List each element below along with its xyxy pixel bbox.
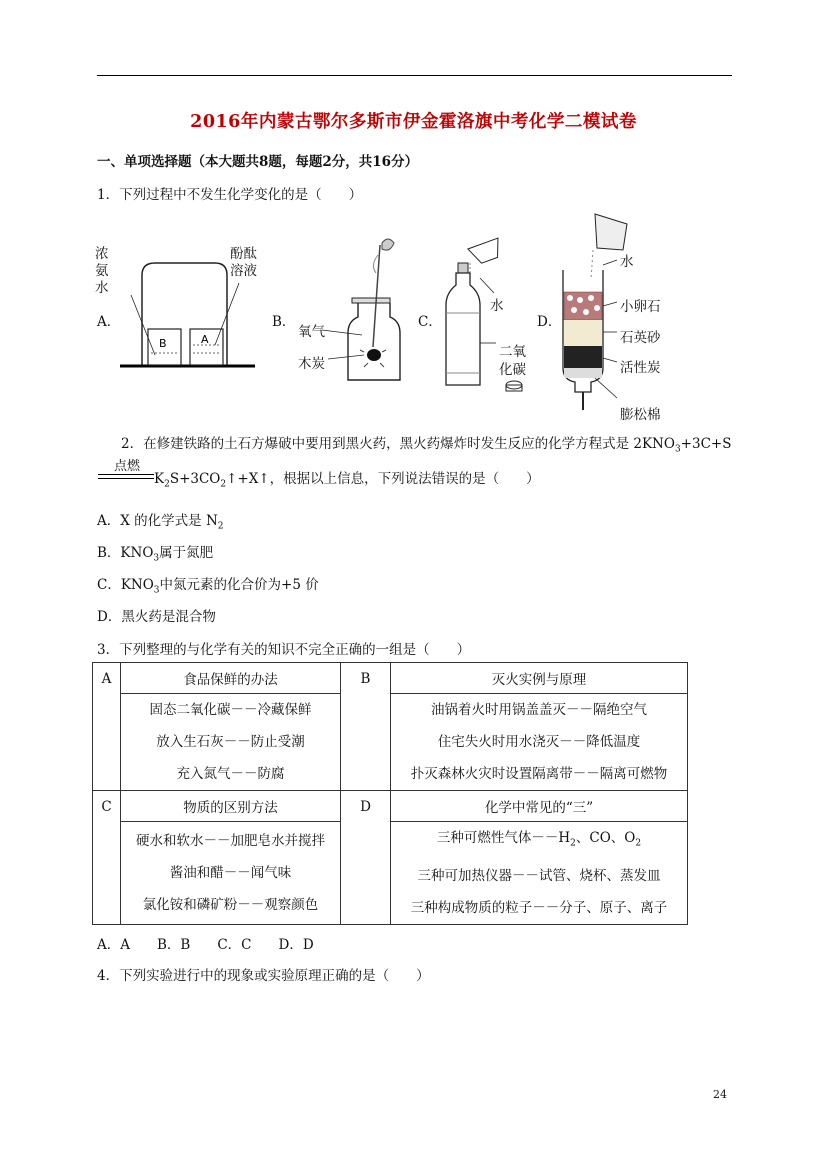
q1-label-b: B． [272, 314, 296, 330]
cell-letter-d: D [341, 791, 391, 925]
figure-d-water-filter [555, 210, 635, 420]
equals-line-top [98, 474, 154, 475]
cell-head-b: 灭火实例与原理 [391, 663, 688, 694]
co2-label-line1: 二氧 [499, 344, 526, 360]
reaction-condition: 点燃 [113, 459, 140, 474]
water-label-d: 水 [620, 254, 634, 270]
equals-line-bottom [98, 478, 154, 479]
question-4-stem: 4．下列实验进行中的现象或实验原理正确的是（ ） [97, 968, 430, 984]
q3-table [92, 662, 688, 925]
q2-option-a: A．X 的化学式是 $N_2$ [97, 513, 224, 532]
activated-carbon-label: 活性炭 [620, 360, 661, 376]
water-label-c: 水 [490, 298, 504, 314]
question-1-stem: 1．下列过程中不发生化学变化的是（ ） [97, 187, 363, 203]
page-title: 2016年内蒙古鄂尔多斯市伊金霍洛旗中考化学二模试卷 [190, 112, 637, 132]
question-2-stem: 2．在修建铁路的土石方爆破中要用到黑火药，黑火药爆炸时发生反应的化学方程式是 $2KNO_3+3C+S$ [121, 436, 732, 455]
cell-body-b: 油锅着火时用锅盖盖灭－－隔绝空气 住宅失火时用水浇灭－－降低温度 扑灭森林火灾时设置隔离带－－隔离可燃物 [391, 694, 688, 791]
quartz-sand-label: 石英砂 [620, 330, 661, 346]
q2-option-d: D．黑火药是混合物 [97, 609, 216, 625]
cell-letter-b: B [341, 663, 391, 791]
co2-label-line2: 化碳 [499, 362, 526, 378]
oxygen-label: 氧气 [298, 324, 325, 340]
header-rule [97, 75, 732, 76]
phenolphthalein-label: 酚酞溶液 [230, 246, 257, 279]
question-3-stem: 3．下列整理的与化学有关的知识不完全正确的一组是（ ） [97, 642, 471, 658]
q2-option-b: B．$KNO_3$属于氮肥 [97, 545, 214, 564]
cell-head-c: 物质的区别方法 [121, 791, 341, 822]
beaker-b-label: B [159, 337, 167, 350]
section-heading: 一、单项选择题（本大题共8题，每题2分，共16分） [97, 154, 419, 170]
cell-head-d: 化学中常见的“三” [391, 791, 688, 822]
page-number: 24 [713, 1088, 727, 1101]
beaker-a-label: A [201, 333, 209, 346]
cell-letter-c: C [93, 791, 121, 925]
pebbles-label: 小卵石 [620, 299, 661, 315]
q3-options: A．A B．B C．C D．D [97, 937, 314, 953]
q1-label-c: C． [418, 314, 442, 330]
question-2-equation: $K_2S+3CO_2↑+X↑$，根据以上信息，下列说法错误的是（ ） [154, 471, 540, 490]
cell-head-a: 食品保鲜的办法 [121, 663, 341, 694]
cotton-label: 膨松棉 [620, 407, 661, 423]
q1-label-d: D． [537, 314, 562, 330]
charcoal-label: 木炭 [298, 356, 325, 372]
cell-letter-a: A [93, 663, 121, 791]
q1-label-a: A． [97, 314, 121, 330]
cell-body-c: 硬水和软水－－加肥皂水并搅拌 酱油和醋－－闻气味 氯化铵和磷矿粉－－观察颜色 [121, 822, 341, 925]
cell-body-d: 三种可燃性气体$--H_2$、CO、$O_2$ 三种可加热仪器－－试管、烧杯、蒸发皿 三种构成物质的粒子－－分子、原子、离子 [391, 822, 688, 925]
cell-body-a: 固态二氧化碳－－冷藏保鲜 放入生石灰－－防止受潮 充入氮气－－防腐 [121, 694, 341, 791]
q2-option-c: C．$KNO_3$中氮元素的化合价为+5 价 [97, 577, 319, 596]
ammonia-label: 浓氨水 [95, 246, 109, 296]
